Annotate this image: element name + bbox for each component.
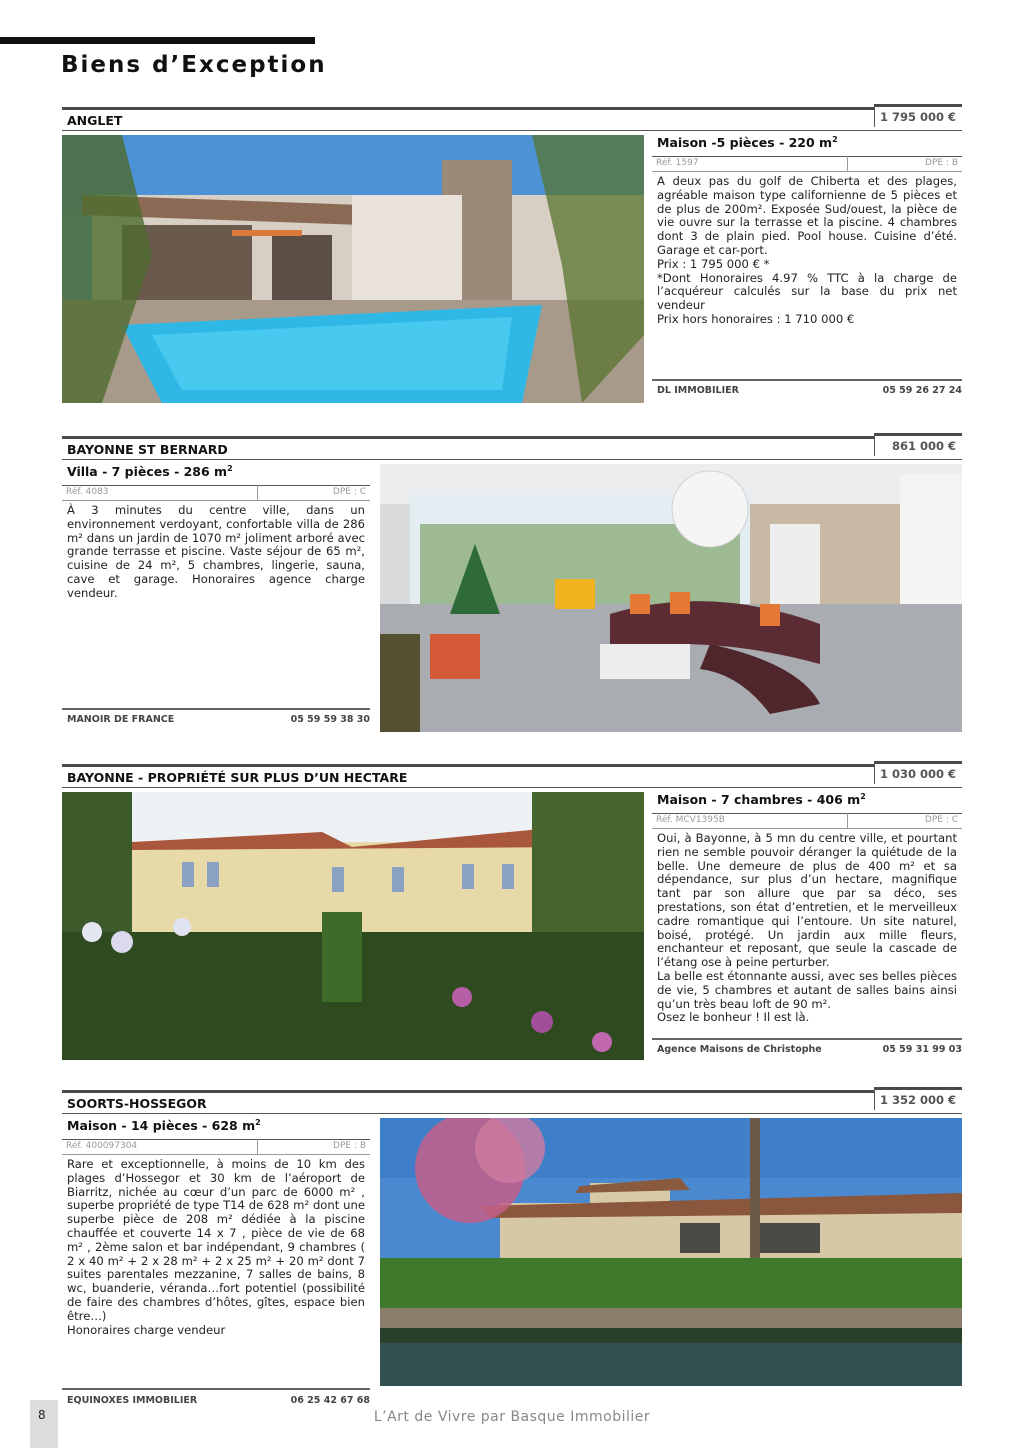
listing-header — [62, 436, 962, 460]
pond-house-photo — [380, 1118, 962, 1386]
agency-phone: 05 59 26 27 24 — [882, 385, 962, 396]
property-title: Maison -5 pièces - 220 $m^2$ — [657, 135, 838, 151]
dpe-rating: DPE : B — [925, 158, 958, 168]
listing-soorts-hossegor — [62, 1090, 962, 1406]
reference-number: Réf. 1597 — [656, 158, 699, 168]
living-room-photo — [380, 464, 962, 732]
dpe-rating: DPE : C — [332, 487, 366, 497]
reference-number: Réf. 4083 — [66, 487, 109, 497]
reference-number: Réf. MCV1395B — [656, 815, 725, 825]
property-title: Maison - 14 pièces - 628 $m^2$ — [67, 1118, 261, 1134]
listing-anglet — [62, 107, 962, 405]
agency-name: MANOIR DE FRANCE — [67, 714, 175, 725]
price-box — [874, 761, 962, 784]
dpe-rating: DPE : B — [333, 1141, 366, 1151]
listing-city: SOORTS-HOSSEGOR — [67, 1096, 207, 1111]
agency-phone: 05 59 59 38 30 — [290, 714, 370, 725]
divider — [847, 813, 848, 828]
agency-phone: 06 25 42 67 68 — [290, 1395, 370, 1406]
divider — [62, 1139, 370, 1140]
property-description: A deux pas du golf de Chiberta et des plages, agréable maison type californienne de 5 pièces et de plus de 200m². Exposée Sud/ouest, la pièce de vie ouvre sur la terrasse et la piscine. 4 chambres dont 3 de plain pied. Pool house. Cuisine d’été. Garage et car-port. Prix : 1 795 000 € * *Dont Honoraires 4.97 % TTC à la charge de l’acquéreur calculés sur la base du prix net vendeur Prix hors honoraires : 1 710 000 € — [657, 174, 957, 326]
divider — [62, 708, 370, 710]
listing-city: ANGLET — [67, 113, 123, 128]
price-box — [874, 104, 962, 127]
listing-info — [62, 1118, 370, 1406]
divider — [62, 485, 370, 486]
listing-price: 861 000 € — [891, 439, 956, 453]
divider — [652, 813, 962, 814]
listing-bayonne-st-bernard — [62, 436, 962, 734]
agency-phone: 05 59 31 99 03 — [882, 1044, 962, 1055]
listing-city: BAYONNE ST BERNARD — [67, 442, 228, 457]
property-title: Maison - 7 chambres - 406 $m^2$ — [657, 792, 866, 808]
divider — [652, 171, 962, 172]
divider — [652, 156, 962, 157]
divider — [652, 379, 962, 381]
page-number: 8 — [38, 1408, 46, 1422]
divider — [847, 156, 848, 171]
property-description: Rare et exceptionnelle, à moins de 10 km des plages d’Hossegor et 30 km de l’aéroport de Biarritz, nichée au cœur d’un parc de 6000 m² , superbe propriété de type T14 de 628 m² dont une superbe pièce de 208 m² dédiée à la piscine chauffée et couverte 14 x 7 , pièce de vie de 68 m² , 2ème salon et bar indépendant, 9 chambres ( 2 x 40 m² + 2 x 28 m² + 2 x 25 m² + 20 m² dont 7 suites parentales mezzanine, 7 salles de bains, 8 wc, buanderie, véranda…fort potentiel (possibilité de faire des chambres d’hôtes, gîtes, espace bien être…) Honoraires charge vendeur — [67, 1157, 365, 1337]
divider — [257, 1139, 258, 1154]
agency-name: EQUINOXES IMMOBILIER — [67, 1395, 198, 1406]
agency-name: Agence Maisons de Christophe — [657, 1044, 822, 1055]
page-heading: Biens d’Exception — [61, 52, 327, 78]
divider — [257, 485, 258, 500]
listing-price: 1 795 000 € — [879, 110, 956, 124]
property-description: À 3 minutes du centre ville, dans un environnement verdoyant, confortable villa de 286 m² dans un jardin de 1070 m² joliment arboré avec grande terrasse et piscine. Vaste séjour de 65 m², cuisine de 24 m², 5 chambres, lingerie, sauna, cave et garage. Honoraires agence charge vendeur. — [67, 503, 365, 600]
dpe-rating: DPE : C — [924, 815, 958, 825]
property-title: Villa - 7 pièces - 286 $m^2$ — [67, 464, 233, 480]
listing-price: 1 030 000 € — [879, 767, 956, 781]
listing-info — [652, 135, 962, 403]
listing-city: BAYONNE - PROPRIÉTÉ SUR PLUS D’UN HECTARE — [67, 770, 408, 785]
listing-info — [62, 464, 370, 732]
property-description: Oui, à Bayonne, à 5 mn du centre ville, et pourtant rien ne semble pouvoir déranger la quiétude de la belle. Une demeure de plus de 400 m² et sa dépendance, sur plus d’un hectare, magnifique tant par son allure que par sa déco, ses prestations, son état d’entretien, et le merveilleux cadre romantique qui l’entoure. Un site naturel, boisé, protégé. Un jardin aux mille fleurs, enchanteur et reposant, que seule la cascade de l’étang ose à peine perturber. La belle est étonnante aussi, avec ses belles pièces de vie, 5 chambres et autant de salles bains ainsi qu’un très beau loft de 90 m². Osez le bonheur ! Il est là. — [657, 831, 957, 1025]
listing-bayonne-propriete — [62, 764, 962, 1062]
price-box — [874, 433, 962, 456]
manor-garden-photo — [62, 792, 644, 1060]
listing-header — [62, 764, 962, 788]
top-bar — [0, 37, 315, 44]
divider — [652, 828, 962, 829]
listing-price: 1 352 000 € — [879, 1093, 956, 1107]
price-box — [874, 1087, 962, 1110]
agency-name: DL IMMOBILIER — [657, 385, 739, 396]
divider — [62, 1154, 370, 1155]
page-footer: L’Art de Vivre par Basque Immobilier — [373, 1409, 651, 1425]
listing-header — [62, 1090, 962, 1114]
divider — [62, 1388, 370, 1390]
divider — [62, 500, 370, 501]
divider — [652, 1038, 962, 1040]
pool-house-photo — [62, 135, 644, 403]
listing-header — [62, 107, 962, 131]
reference-number: Réf. 400097304 — [66, 1141, 138, 1151]
listing-info — [652, 792, 962, 1060]
